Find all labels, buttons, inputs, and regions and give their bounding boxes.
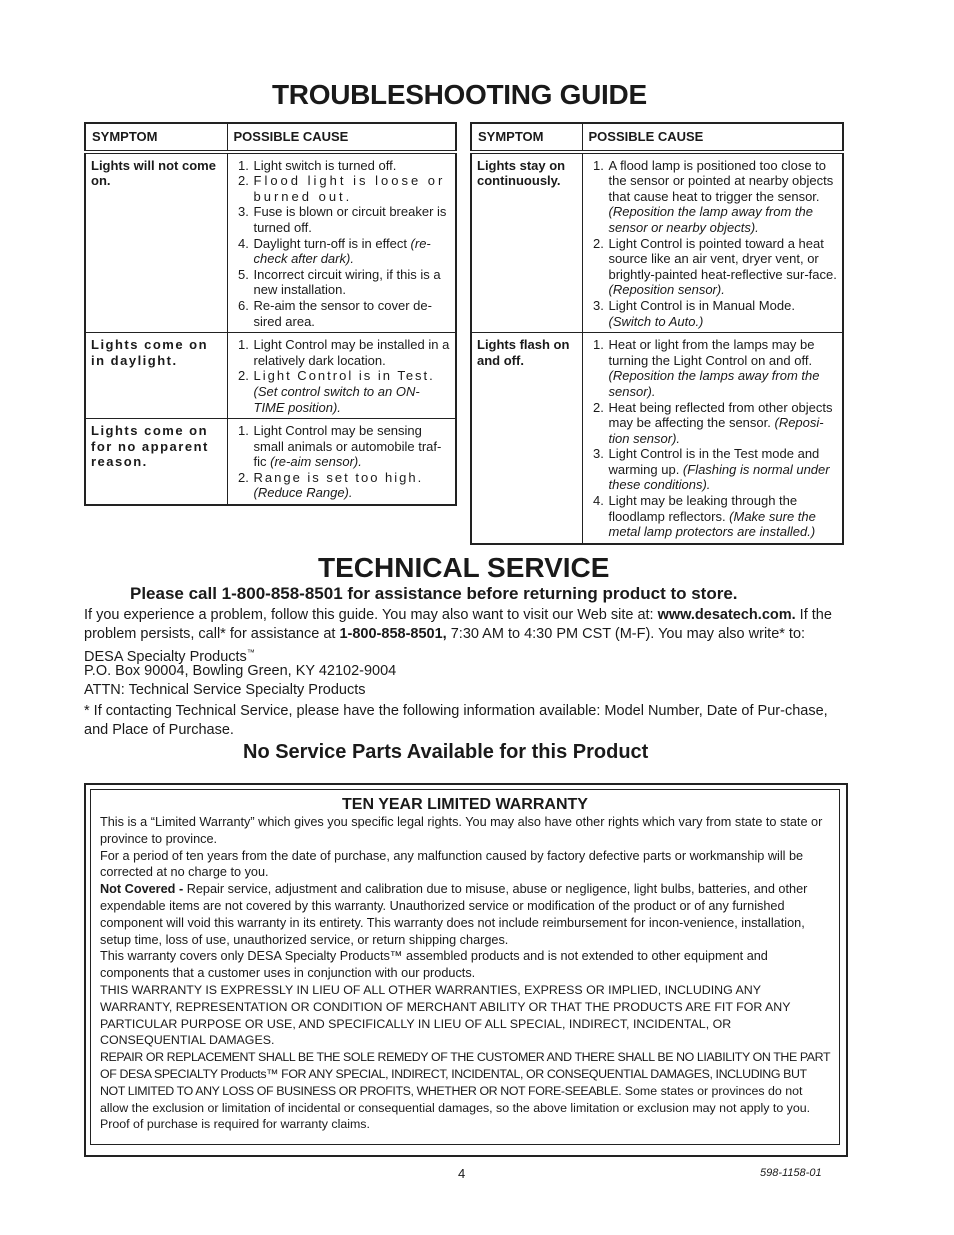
symptom-header: SYMPTOM — [85, 123, 227, 152]
table-row — [471, 333, 843, 544]
cause-item: 2. Light Control is in Test. (Set control switch to an ON-TIME position). — [253, 368, 451, 415]
service-intro: If you experience a problem, follow this guide. You may also want to visit our Web site at: www.desatech.com. If the problem persists, call* for assistance at 1-800-858-8501, 7:30 AM to 4:30 PM CST (M-F). You may also write* to: — [84, 607, 832, 642]
cause-list — [233, 337, 451, 415]
symptom-header: SYMPTOM — [471, 123, 582, 152]
table-row — [85, 152, 456, 333]
table-row — [85, 419, 456, 505]
symptom-cell: Lights stay on continuously. — [471, 152, 582, 333]
cause-item: 1. Light Control may be sensing small animals or automobile traf-fic (re-aim sensor). — [253, 423, 451, 470]
cause-list — [588, 158, 838, 330]
cause-header: POSSIBLE CAUSE — [227, 123, 456, 152]
warranty-paragraph: REPAIR OR REPLACEMENT SHALL BE THE SOLE REMEDY OF THE CUSTOMER AND THERE SHALL BE NO LIABILITY ON THE PART OF DESA SPECIALTY Products™ FOR ANY SPECIAL, INDIRECT, INCIDENTAL, OR CONSEQUENTIAL DAMAGES, INCLUDING BUT NOT LIMITED TO ANY LOSS OF BUSINESS OR PROFITS, WHETHER OR NOT FORE-SEEABLE. Some states or provinces do not allow the exclusion or limitation of incidental or consequential damages, so the above limitation or exclusion may not apply to you. Proof of purchase is required for warranty claims. — [100, 1050, 830, 1132]
no-service-parts-heading: No Service Parts Available for this Product — [243, 741, 649, 763]
warranty-paragraph: Not Covered - Repair service, adjustment and calibration due to misuse, abuse or negligence, light bulbs, batteries, and other expendable items are not covered by this warranty. Unauthorized service or modification of the product or of any furnished component will void this warranty in its entirety. This warranty does not include reimbursement for incon-venience, installation, setup time, loss of use, unauthorized service, or return shipping charges. — [100, 882, 808, 947]
document-code: 598-1158-01 — [760, 1167, 822, 1179]
page-number: 4 — [458, 1166, 466, 1181]
symptom-cell: Lights come on for no apparent reason. — [85, 419, 227, 505]
call-line: Please call 1-800-858-8501 for assistance before returning product to store. — [130, 584, 738, 603]
cause-list — [588, 337, 838, 540]
cause-item: 2. Flood light is loose or burned out. — [253, 173, 451, 204]
cause-item: 1. Light Control may be installed in a relatively dark location. — [253, 337, 451, 368]
symptom-cell: Lights come on in daylight. — [85, 333, 227, 419]
table-row — [471, 152, 843, 333]
cause-item: 2. Range is set too high. (Reduce Range). — [253, 470, 451, 501]
technical-service-title: TECHNICAL SERVICE — [318, 552, 610, 583]
cause-item: 4. Light may be leaking through the floodlamp reflectors. (Make sure the metal lamp protectors are installed.) — [608, 493, 838, 540]
warranty-paragraph: For a period of ten years from the date of purchase, any malfunction caused by factory defective parts or workmanship will be corrected at no charge to you. — [100, 848, 804, 880]
warranty-inner-frame — [90, 789, 840, 1145]
cause-item: 6. Re-aim the sensor to cover de-sired area. — [253, 298, 451, 329]
service-note: * If contacting Technical Service, please have the following information available: Model Number, Date of Pur-chase, and Place of Purchase. — [84, 703, 828, 738]
website-link[interactable]: www.desatech.com. — [657, 607, 796, 623]
cause-item: 1. Heat or light from the lamps may be turning the Light Control on and off. (Reposition the lamps away from the sensor). — [608, 337, 838, 399]
address-line-3: ATTN: Technical Service Specialty Products — [84, 682, 366, 698]
cause-cell — [582, 333, 843, 544]
cause-cell — [582, 152, 843, 333]
not-covered-label: Not Covered - — [100, 882, 184, 897]
phone-number: 1-800-858-8501, — [339, 626, 447, 642]
troubleshooting-table-right — [470, 122, 844, 545]
cause-item: 2. Heat being reflected from other objects may be affecting the sensor. (Reposi-tion sensor). — [608, 400, 838, 447]
cause-item: 2. Light Control is pointed toward a heat source like an air vent, dryer vent, or brightly-painted heat-reflective sur-face. (Reposition sensor). — [608, 236, 838, 298]
warranty-paragraph: This is a “Limited Warranty” which gives you specific legal rights. You may also have other rights which vary from state to state or province to province. — [100, 815, 823, 846]
cause-list — [233, 423, 451, 501]
cause-list — [233, 158, 451, 330]
cause-item: 3. Fuse is blown or circuit breaker is turned off. — [253, 204, 451, 235]
address-line-2: P.O. Box 90004, Bowling Green, KY 42102-9004 — [84, 663, 397, 679]
symptom-cell: Lights will not come on. — [85, 152, 227, 333]
cause-item: 1. A flood lamp is positioned too close to the sensor or pointed at nearby objects that cause heat to trigger the sensor. (Reposition the lamp away from the sensor or nearby objects). — [608, 158, 838, 236]
cause-item: 3. Light Control is in the Test mode and warming up. (Flashing is normal under these conditions). — [608, 446, 838, 493]
cause-item: 5. Incorrect circuit wiring, if this is a new installation. — [253, 267, 451, 298]
address-line-1: DESA Specialty Products™ — [84, 648, 255, 665]
warranty-title: TEN YEAR LIMITED WARRANTY — [342, 796, 588, 813]
symptom-cell: Lights flash on and off. — [471, 333, 582, 544]
table-row — [85, 333, 456, 419]
cause-cell — [227, 419, 456, 505]
cause-item: 3. Light Control is in Manual Mode. (Switch to Auto.) — [608, 298, 838, 329]
cause-cell — [227, 152, 456, 333]
cause-cell — [227, 333, 456, 419]
warranty-paragraph: This warranty covers only DESA Specialty Products™ assembled products and is not extended to other equipment and components that a customer uses in conjunction with our products. — [100, 949, 768, 981]
cause-item: 4. Daylight turn-off is in effect (re-check after dark). — [253, 236, 451, 267]
trademark-symbol: ™ — [246, 648, 255, 657]
cause-header: POSSIBLE CAUSE — [582, 123, 843, 152]
warranty-paragraph: THIS WARRANTY IS EXPRESSLY IN LIEU OF ALL OTHER WARRANTIES, EXPRESS OR IMPLIED, INCLUDING ANY WARRANTY, REPRESENTATION OR CONDITION OF MERCHANT ABILITY OR THAT THE PRODUCTS ARE FIT FOR ANY PARTICULAR PURPOSE OR USE, AND SPECIFICALLY IN LIEU OF ALL SPECIAL, INDIRECT, INCIDENTAL, OR CONSEQUENTIAL DAMAGES. — [100, 982, 791, 1048]
page-title: TROUBLESHOOTING GUIDE — [272, 79, 647, 110]
troubleshooting-table-left — [84, 122, 457, 506]
warranty-box — [84, 783, 848, 1157]
cause-item: 1. Light switch is turned off. — [253, 158, 451, 174]
